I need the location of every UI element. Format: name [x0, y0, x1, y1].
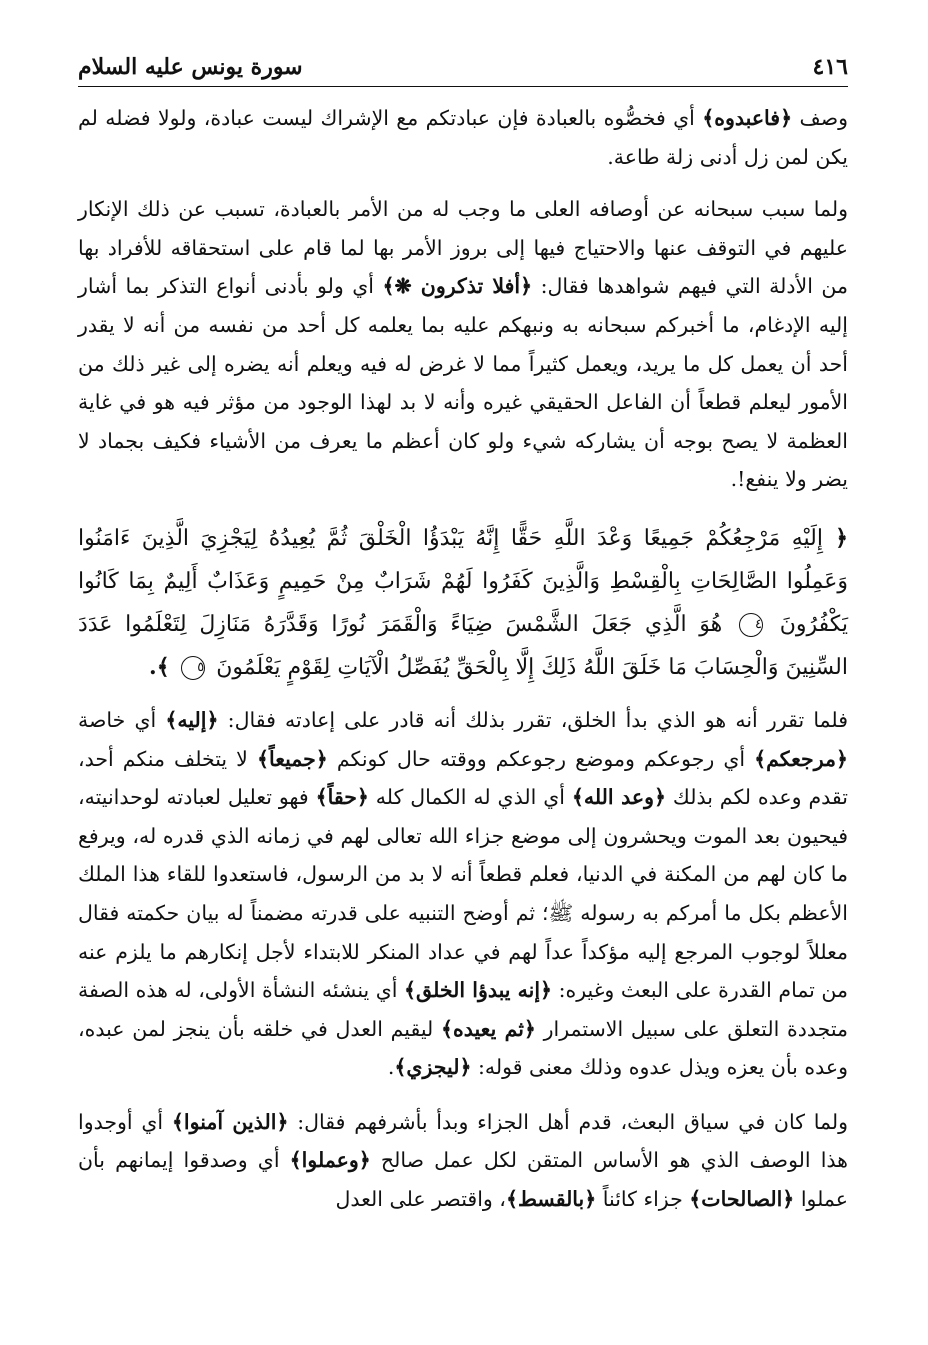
text: ولما كان في سياق البعث، قدم أهل الجزاء وبدأ بأشرفهم فقال:	[288, 1109, 848, 1134]
quran-verses-block	[78, 517, 848, 689]
ornate-bracket-close: ﴾.	[149, 653, 178, 680]
quran-quote: ﴿أفلا تذكرون ❋﴾	[382, 274, 533, 299]
quran-quote: ﴿ثم يعيده﴾	[440, 1016, 536, 1041]
quran-quote: ﴿ليجزي﴾	[394, 1055, 472, 1080]
paragraph-4	[78, 1103, 848, 1219]
book-page	[78, 40, 848, 1300]
ornate-bracket-open: ﴿	[823, 524, 848, 551]
text: وصف	[792, 106, 848, 130]
text: لا يتخلف منكم أحد، تقدم وعده لكم بذلك	[78, 746, 848, 810]
quran-quote: ﴿وعد الله﴾	[571, 785, 667, 810]
verse-4: إِلَيْهِ مَرْجِعُكُمْ جَمِيعًا وَعْدَ اللَّهِ حَقًّا إِنَّهُ يَبْدَؤُا الْخَلْقَ ثُمَّ يُعِيدُهُ لِيَجْزِيَ الَّذِينَ ءَامَنُوا وَعَمِلُوا الصَّالِحَاتِ بِالْقِسْطِ وَالَّذِينَ كَفَرُوا لَهُمْ شَرَابٌ مِنْ حَمِيمٍ وَعَذَابٌ أَلِيمٌ بِمَا كَانُوا يَكْفُرُونَ	[78, 525, 849, 637]
quran-quote: ﴿إنه يبدؤا الخلق﴾	[404, 978, 553, 1003]
quran-quote: ﴿إليه﴾	[165, 707, 219, 732]
quran-quote: ﴿مرجعكم﴾	[754, 746, 848, 771]
text: ولما سبب سبحانه عن أوصافه العلى ما وجب له من الأمر بالعبادة، تسبب عن ذلك الإنكار عليهم في التوقف عنها والاحتياج فيها إلى بروز الأمر بها لما قام على استحقاقه للأفراد بها من الأدلة التي فيهم شواهدها فقال:	[78, 197, 848, 299]
paragraph-3	[78, 701, 848, 1087]
text: أي أوجدوا هذا الوصف الذي هو الأساس المتقن لكل عمل صالح	[78, 1109, 848, 1173]
text: أي رجوعكم وموضع رجوعكم ووقته حال كونكم	[327, 746, 755, 771]
quran-quote: ﴿جميعاً﴾	[256, 746, 328, 771]
page-number: ٤١٦	[812, 54, 848, 80]
paragraph-2	[78, 190, 848, 499]
text: أي خاصة	[78, 707, 166, 732]
text: أي ولو بأدنى أنواع التذكر بما أشار إليه الإدغام، ما أخبركم سبحانه به ونبهكم عليه بما يعلمه كل أحد من نفسه من أنه لا يقدر أحد أن يعمل كل ما يريد، ويعمل كثيراً مما لا غرض له فيه ويعلم أنه يضره إلى غير ذلك من الأمور ليعلم قطعاً أن الفاعل الحقيقي غيره وأنه لا بد لهذا الوجود من مؤثر فيه هو في غاية العظمة لا يصح بوجه أن يشاركه شيء ولو كان أعظم ما يعرف من الأشياء فكيف بجماد لا يضر ولا ينفع!.	[78, 274, 848, 492]
quran-quote: ﴿بالقسط﴾	[505, 1187, 597, 1212]
text: جزاء كائناً	[596, 1187, 690, 1212]
quran-quote: ﴿الصالحات﴾	[689, 1187, 795, 1212]
verse-5: هُوَ الَّذِي جَعَلَ الشَّمْسَ ضِيَاءً وَالْقَمَرَ نُورًا وَقَدَّرَهُ مَنَازِلَ لِتَعْلَمُوا عَدَدَ السِّنِينَ وَالْحِسَابَ مَا خَلَقَ اللَّهُ ذَلِكَ إِلَّا بِالْحَقِّ يُفَصِّلُ الْآيَاتِ لِقَوْمٍ يَعْلَمُونَ	[78, 611, 848, 680]
quran-quote: ﴿فاعبدوه﴾	[702, 106, 793, 130]
quran-quote: ﴿الذين آمنوا﴾	[171, 1109, 289, 1134]
text: فلما تقرر أنه هو الذي بدأ الخلق، تقرر بذلك أنه قادر على إعادته فقال:	[218, 707, 848, 732]
text: أي ينشئه النشأة الأولى، له هذه الصفة متجددة التعلق على سبيل الاستمرار	[78, 978, 848, 1041]
text: أي فخصُّوه بالعبادة فإن عبادتكم مع الإشراك ليست عبادة، ولولا فضله لم يكن لمن زل أدنى زلة طاعة.	[78, 106, 848, 169]
text: ليقيم العدل في خلقه بأن ينجز لمن عبده، وعده بأن يعزه ويذل عدوه وذلك معنى قوله:	[78, 1016, 848, 1080]
page-header	[78, 40, 848, 87]
text: أي وصدقوا إيمانهم بأن عملوا	[78, 1148, 848, 1212]
verse-number-marker: ٥	[181, 656, 205, 680]
verse-number-marker: ٤	[739, 613, 763, 637]
paragraph-1	[78, 99, 848, 176]
quran-quote: ﴿حقاً﴾	[315, 785, 369, 810]
text: ، واقتصر على العدل	[335, 1187, 506, 1212]
text: فهو تعليل لعبادته لوحدانيته، فيحيون بعد الموت ويحشرون إلى موضع جزاء الله تعالى لهم في زمانه الذي قدره له، ويرفع ما كان لهم من المكنة في الدنيا، فعلم قطعاً أنه لا بد من الرسول، فاستعدوا للقاء هذا الملك الأعظم بكل ما أمركم به رسوله ﷺ؛ ثم أوضح التنبيه على قدرته مضمناً له بيان حكمته فقال معللاً لوجوب المرجع إليه مؤكداً عداً لهم في عداد المنكر للابتداء لأجل إنكارهم ما يلزم عنه من تمام القدرة على البعث وغيره:	[78, 785, 848, 1003]
surah-title: سورة يونس عليه السلام	[78, 54, 303, 80]
text: .	[387, 1055, 395, 1080]
quran-quote: ﴿وعملوا﴾	[289, 1148, 371, 1173]
text: أي الذي له الكمال كله	[368, 785, 572, 810]
